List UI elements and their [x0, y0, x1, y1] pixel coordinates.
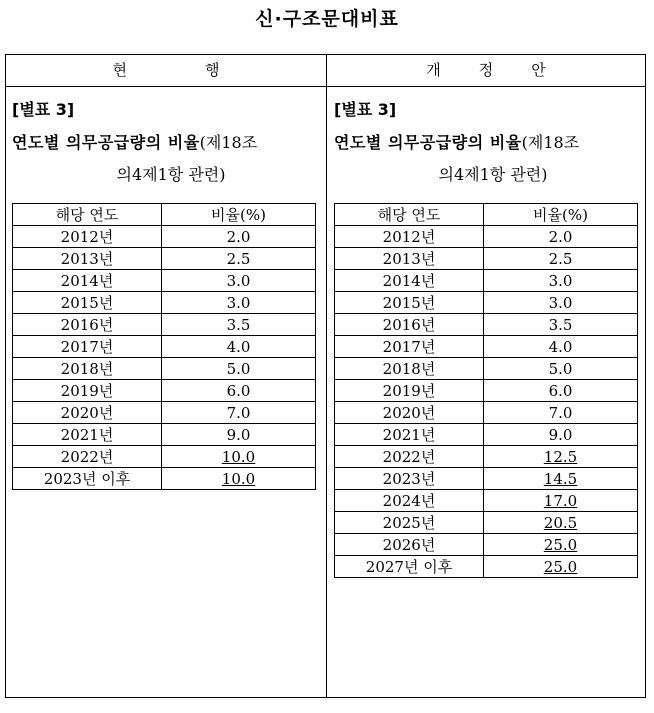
- table-row: [335, 446, 638, 468]
- current-annex-tag: [별표 3]: [12, 100, 75, 119]
- year-cell: 2016년: [13, 314, 162, 336]
- year-cell: 2021년: [13, 424, 162, 446]
- rate-value: 2.5: [548, 249, 573, 268]
- rate-value: 20.5: [543, 513, 578, 532]
- table-row: [335, 270, 638, 292]
- year-cell: 2018년: [335, 358, 484, 380]
- rate-cell: [162, 336, 316, 358]
- table-row: [13, 402, 316, 424]
- rate-value: 25.0: [543, 557, 578, 576]
- rate-cell: [484, 314, 638, 336]
- rate-value: 12.5: [543, 447, 578, 466]
- year-cell: 2012년: [13, 226, 162, 248]
- current-rate-table: [12, 203, 316, 490]
- revised-heading-line2: 의4제1항 관련): [438, 165, 548, 184]
- current-heading-bold: 연도별 의무공급량의 비율: [12, 133, 200, 152]
- rate-value: 7.0: [226, 403, 251, 422]
- rate-cell: [484, 556, 638, 578]
- year-cell: 2018년: [13, 358, 162, 380]
- rate-cell: [484, 424, 638, 446]
- year-cell: 2014년: [13, 270, 162, 292]
- year-cell: 2020년: [335, 402, 484, 424]
- rate-cell: [484, 292, 638, 314]
- table-row: [13, 292, 316, 314]
- revised-panel: [334, 87, 652, 578]
- table-row: [13, 226, 316, 248]
- table-row: [13, 358, 316, 380]
- rate-cell: [162, 270, 316, 292]
- document-title: 신·구조문대비표: [255, 8, 399, 30]
- rate-value: 5.0: [548, 359, 573, 378]
- rate-value: 3.5: [226, 315, 251, 334]
- table-row: [335, 248, 638, 270]
- rate-cell: [484, 336, 638, 358]
- table-row: [13, 468, 316, 490]
- rate-value: 6.0: [226, 381, 251, 400]
- current-header-char-1: 현: [112, 61, 127, 79]
- revised-header-char-1: 개: [426, 61, 441, 79]
- rate-value: 2.0: [226, 227, 251, 246]
- current-column-header: [6, 55, 326, 86]
- rate-value: 10.0: [221, 469, 256, 488]
- revised-heading-rest: (제18조: [521, 133, 580, 152]
- current-heading-line2: 의4제1항 관련): [116, 165, 226, 184]
- rate-value: 6.0: [548, 381, 573, 400]
- rate-cell: [162, 468, 316, 490]
- rate-cell: [162, 248, 316, 270]
- rate-value: 4.0: [548, 337, 573, 356]
- rate-value: 14.5: [543, 469, 578, 488]
- table-row: [13, 446, 316, 468]
- table-row: [335, 490, 638, 512]
- year-cell: 2017년: [335, 336, 484, 358]
- year-cell: 2015년: [335, 292, 484, 314]
- year-cell: 2014년: [335, 270, 484, 292]
- revised-column-header: [327, 55, 645, 86]
- revised-rate-table: [334, 203, 638, 578]
- rate-value: 9.0: [548, 425, 573, 444]
- rate-value: 2.0: [548, 227, 573, 246]
- rate-cell: [162, 424, 316, 446]
- rate-cell: [162, 446, 316, 468]
- table-row: [335, 534, 638, 556]
- rate-value: 2.5: [226, 249, 251, 268]
- year-column-header: 해당 연도: [13, 204, 162, 226]
- rate-cell: [162, 358, 316, 380]
- rate-cell: [484, 402, 638, 424]
- rate-cell: [484, 358, 638, 380]
- rate-cell: [484, 248, 638, 270]
- table-header-row: [13, 204, 316, 226]
- revised-header-char-3: 안: [531, 61, 546, 79]
- rate-cell: [162, 226, 316, 248]
- year-cell: 2020년: [13, 402, 162, 424]
- rate-cell: [162, 292, 316, 314]
- year-cell: 2024년: [335, 490, 484, 512]
- rate-value: 25.0: [543, 535, 578, 554]
- rate-cell: [484, 468, 638, 490]
- current-panel: [12, 87, 330, 490]
- rate-value: 3.0: [548, 293, 573, 312]
- table-row: [335, 424, 638, 446]
- table-row: [13, 424, 316, 446]
- table-row: [13, 380, 316, 402]
- rate-cell: [484, 226, 638, 248]
- rate-column-header: 비율(%): [162, 204, 316, 226]
- year-cell: 2022년: [13, 446, 162, 468]
- year-cell: 2015년: [13, 292, 162, 314]
- comparison-frame: [5, 54, 646, 698]
- current-header-char-2: 행: [205, 61, 220, 79]
- table-row: [335, 512, 638, 534]
- year-cell: 2021년: [335, 424, 484, 446]
- column-header-row: [6, 55, 645, 87]
- rate-value: 3.0: [548, 271, 573, 290]
- year-cell: 2016년: [335, 314, 484, 336]
- current-heading-rest: (제18조: [199, 133, 258, 152]
- rate-cell: [484, 512, 638, 534]
- rate-cell: [162, 380, 316, 402]
- year-cell: 2013년: [13, 248, 162, 270]
- table-row: [335, 292, 638, 314]
- rate-cell: [484, 446, 638, 468]
- rate-value: 9.0: [226, 425, 251, 444]
- year-cell: 2019년: [335, 380, 484, 402]
- table-row: [13, 336, 316, 358]
- year-cell: 2019년: [13, 380, 162, 402]
- rate-cell: [484, 534, 638, 556]
- table-row: [335, 314, 638, 336]
- rate-value: 7.0: [548, 403, 573, 422]
- table-row: [335, 468, 638, 490]
- year-cell: 2023년 이후: [13, 468, 162, 490]
- current-heading: [12, 127, 330, 191]
- rate-cell: [484, 490, 638, 512]
- revised-header-char-2: 정: [478, 61, 494, 79]
- table-row: [335, 226, 638, 248]
- year-cell: 2026년: [335, 534, 484, 556]
- year-cell: 2017년: [13, 336, 162, 358]
- year-cell: 2027년 이후: [335, 556, 484, 578]
- rate-cell: [162, 314, 316, 336]
- rate-value: 3.0: [226, 293, 251, 312]
- rate-cell: [162, 402, 316, 424]
- table-row: [335, 336, 638, 358]
- revised-annex-tag: [별표 3]: [334, 100, 397, 119]
- rate-value: 3.5: [548, 315, 573, 334]
- year-cell: 2022년: [335, 446, 484, 468]
- revised-heading: [334, 127, 652, 191]
- year-cell: 2023년: [335, 468, 484, 490]
- year-cell: 2013년: [335, 248, 484, 270]
- rate-cell: [484, 270, 638, 292]
- year-cell: 2025년: [335, 512, 484, 534]
- year-column-header: 해당 연도: [335, 204, 484, 226]
- table-row: [13, 248, 316, 270]
- revised-heading-bold: 연도별 의무공급량의 비율: [334, 133, 522, 152]
- year-cell: 2012년: [335, 226, 484, 248]
- table-row: [13, 314, 316, 336]
- table-row: [335, 358, 638, 380]
- rate-value: 3.0: [226, 271, 251, 290]
- table-header-row: [335, 204, 638, 226]
- table-row: [335, 380, 638, 402]
- rate-value: 10.0: [221, 447, 256, 466]
- rate-value: 4.0: [226, 337, 251, 356]
- table-row: [335, 402, 638, 424]
- rate-value: 5.0: [226, 359, 251, 378]
- rate-value: 17.0: [543, 491, 578, 510]
- rate-cell: [484, 380, 638, 402]
- rate-column-header: 비율(%): [484, 204, 638, 226]
- table-row: [335, 556, 638, 578]
- table-row: [13, 270, 316, 292]
